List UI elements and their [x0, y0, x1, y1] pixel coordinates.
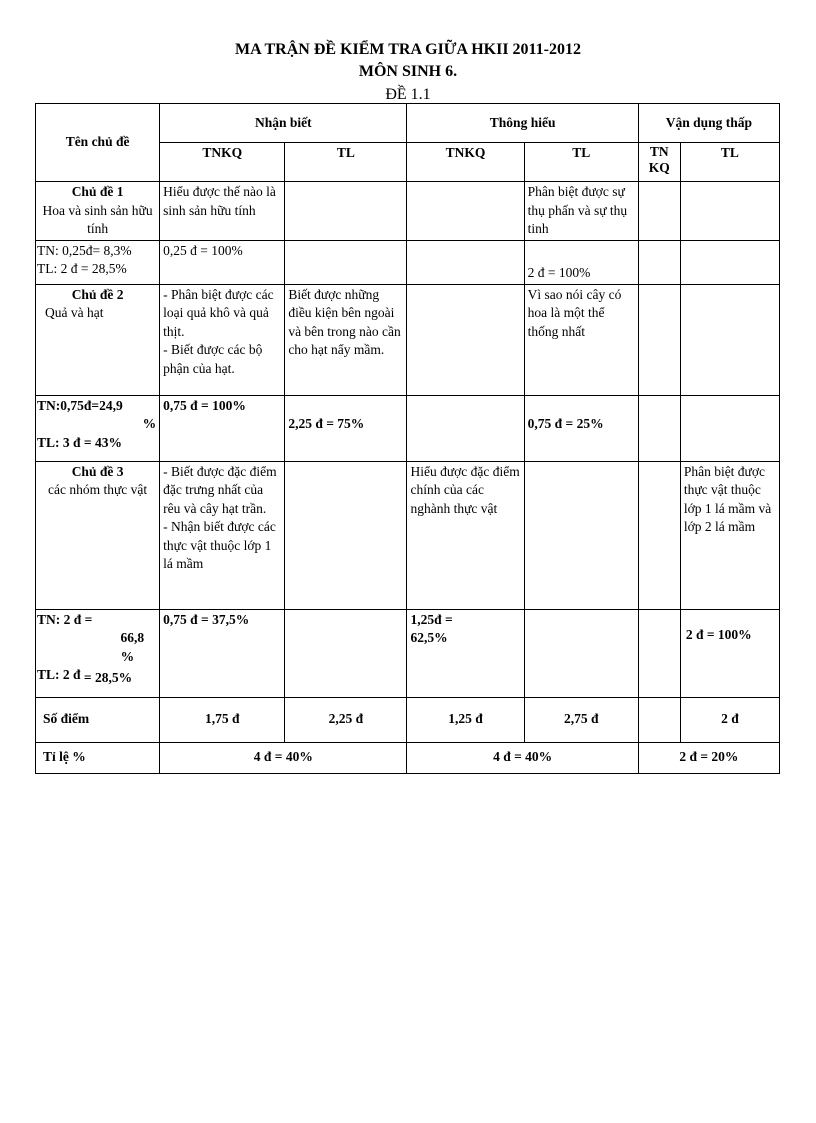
topic1-score-row — [36, 240, 780, 284]
topic1-name-cell: Chủ đề 1 Hoa và sinh sản hữu tính — [36, 182, 160, 241]
topic3-vd-tl-score: 2 đ = 100% — [680, 609, 779, 697]
header-nhan-biet: Nhận biết — [160, 104, 407, 143]
topic3-th-tnkq: Hiểu được đặc điểm chính của các nghành thực vật — [407, 461, 524, 609]
topic2-nb-tnkq: - Phân biệt được các loại quả khô và quả thịt. - Biết được các bộ phận của hạt. — [160, 284, 285, 395]
topic3-vd-tnkq-score — [638, 609, 680, 697]
header-th-tl: TL — [524, 143, 638, 182]
topic1-th-tnkq — [407, 182, 524, 241]
exam-matrix-table — [35, 103, 780, 774]
topic3-nb-tl-score — [285, 609, 407, 697]
header-topic: Tên chủ đề — [36, 104, 160, 182]
topic3-th-tl — [524, 461, 638, 609]
ratio-thong-hieu: 4 đ = 40% — [407, 742, 638, 773]
topic1-vd-tnkq — [638, 182, 680, 241]
document-title: MA TRẬN ĐỀ KIỂM TRA GIỮA HKII 2011-2012 — [235, 41, 581, 58]
points-nb-tl: 2,25 đ — [285, 697, 407, 742]
points-th-tl: 2,75 đ — [524, 697, 638, 742]
topic2-nb-tnkq-score: 0,75 đ = 100% — [160, 395, 285, 461]
ratio-label: Tỉ lệ % — [36, 742, 160, 773]
points-vd-tl: 2 đ — [680, 697, 779, 742]
topic1-score-cell: TN: 0,25đ= 8,3% TL: 2 đ = 28,5% — [36, 240, 160, 284]
header-van-dung-thap: Vận dụng thấp — [638, 104, 779, 143]
topic3-vd-tnkq — [638, 461, 680, 609]
ratio-van-dung-thap: 2 đ = 20% — [638, 742, 779, 773]
topic3-score-row — [36, 609, 780, 697]
topic3-th-tl-score — [524, 609, 638, 697]
topic2-th-tl: Vì sao nói cây có hoa là một thể thống nhất — [524, 284, 638, 395]
header-vd-tnkq: TN KQ — [638, 143, 680, 182]
header-nb-tnkq: TNKQ — [160, 143, 285, 182]
topic2-th-tl-score: 0,75 đ = 25% — [524, 395, 638, 461]
topic1-nb-tl-score — [285, 240, 407, 284]
topic2-score-cell: TN:0,75đ=24,9 % TL: 3 đ = 43% — [36, 395, 160, 461]
topic3-nb-tnkq: - Biết được đặc điểm đặc trưng nhất của rêu và cây hạt trần. - Nhận biết được các thực vật thuộc lớp 1 lá mầm — [160, 461, 285, 609]
topic1-nb-tnkq: Hiểu được thế nào là sinh sản hữu tính — [160, 182, 285, 241]
topic3-score-cell: TN: 2 đ = 66,8 % TL: 2 đ = 28,5% — [36, 609, 160, 697]
topic2-content-row — [36, 284, 780, 395]
topic3-vd-tl: Phân biệt được thực vật thuộc lớp 1 lá mầm và lớp 2 lá mầm — [680, 461, 779, 609]
header-nb-tl: TL — [285, 143, 407, 182]
topic1-th-tnkq-score — [407, 240, 524, 284]
topic1-th-tl: Phân biệt được sự thụ phấn và sự thụ tinh — [524, 182, 638, 241]
topic2-th-tnkq-score — [407, 395, 524, 461]
topic1-nb-tnkq-score: 0,25 đ = 100% — [160, 240, 285, 284]
topic1-vd-tl-score — [680, 240, 779, 284]
header-th-tnkq: TNKQ — [407, 143, 524, 182]
points-th-tnkq: 1,25 đ — [407, 697, 524, 742]
topic2-vd-tnkq-score — [638, 395, 680, 461]
topic2-score-row — [36, 395, 780, 461]
topic1-content-row — [36, 182, 780, 241]
topic2-vd-tnkq — [638, 284, 680, 395]
header-vd-tl: TL — [680, 143, 779, 182]
topic1-vd-tnkq-score — [638, 240, 680, 284]
topic2-vd-tl-score — [680, 395, 779, 461]
topic1-nb-tl — [285, 182, 407, 241]
topic3-name-cell: Chủ đề 3 các nhóm thực vật — [36, 461, 160, 609]
points-row — [36, 697, 780, 742]
topic1-vd-tl — [680, 182, 779, 241]
topic3-th-tnkq-score: 1,25đ = 62,5% — [407, 609, 524, 697]
topic3-content-row — [36, 461, 780, 609]
topic2-th-tnkq — [407, 284, 524, 395]
topic2-name-cell: Chủ đề 2 Quả và hạt — [36, 284, 160, 395]
topic2-nb-tl: Biết được những điều kiện bên ngoài và bên trong nào cần cho hạt nẩy mầm. — [285, 284, 407, 395]
topic2-vd-tl — [680, 284, 779, 395]
topic2-nb-tl-score: 2,25 đ = 75% — [285, 395, 407, 461]
points-nb-tnkq: 1,75 đ — [160, 697, 285, 742]
topic3-nb-tl — [285, 461, 407, 609]
subject-title: MÔN SINH 6. — [358, 63, 458, 80]
ratio-row — [36, 742, 780, 773]
header-row-1 — [36, 104, 780, 143]
exam-code: ĐỀ 1.1 — [385, 86, 431, 103]
points-vd-tnkq — [638, 697, 680, 742]
ratio-nhan-biet: 4 đ = 40% — [160, 742, 407, 773]
header-thong-hieu: Thông hiểu — [407, 104, 638, 143]
topic3-nb-tnkq-score: 0,75 đ = 37,5% — [160, 609, 285, 697]
topic1-th-tl-score: 2 đ = 100% — [524, 240, 638, 284]
points-label: Số điểm — [36, 697, 160, 742]
